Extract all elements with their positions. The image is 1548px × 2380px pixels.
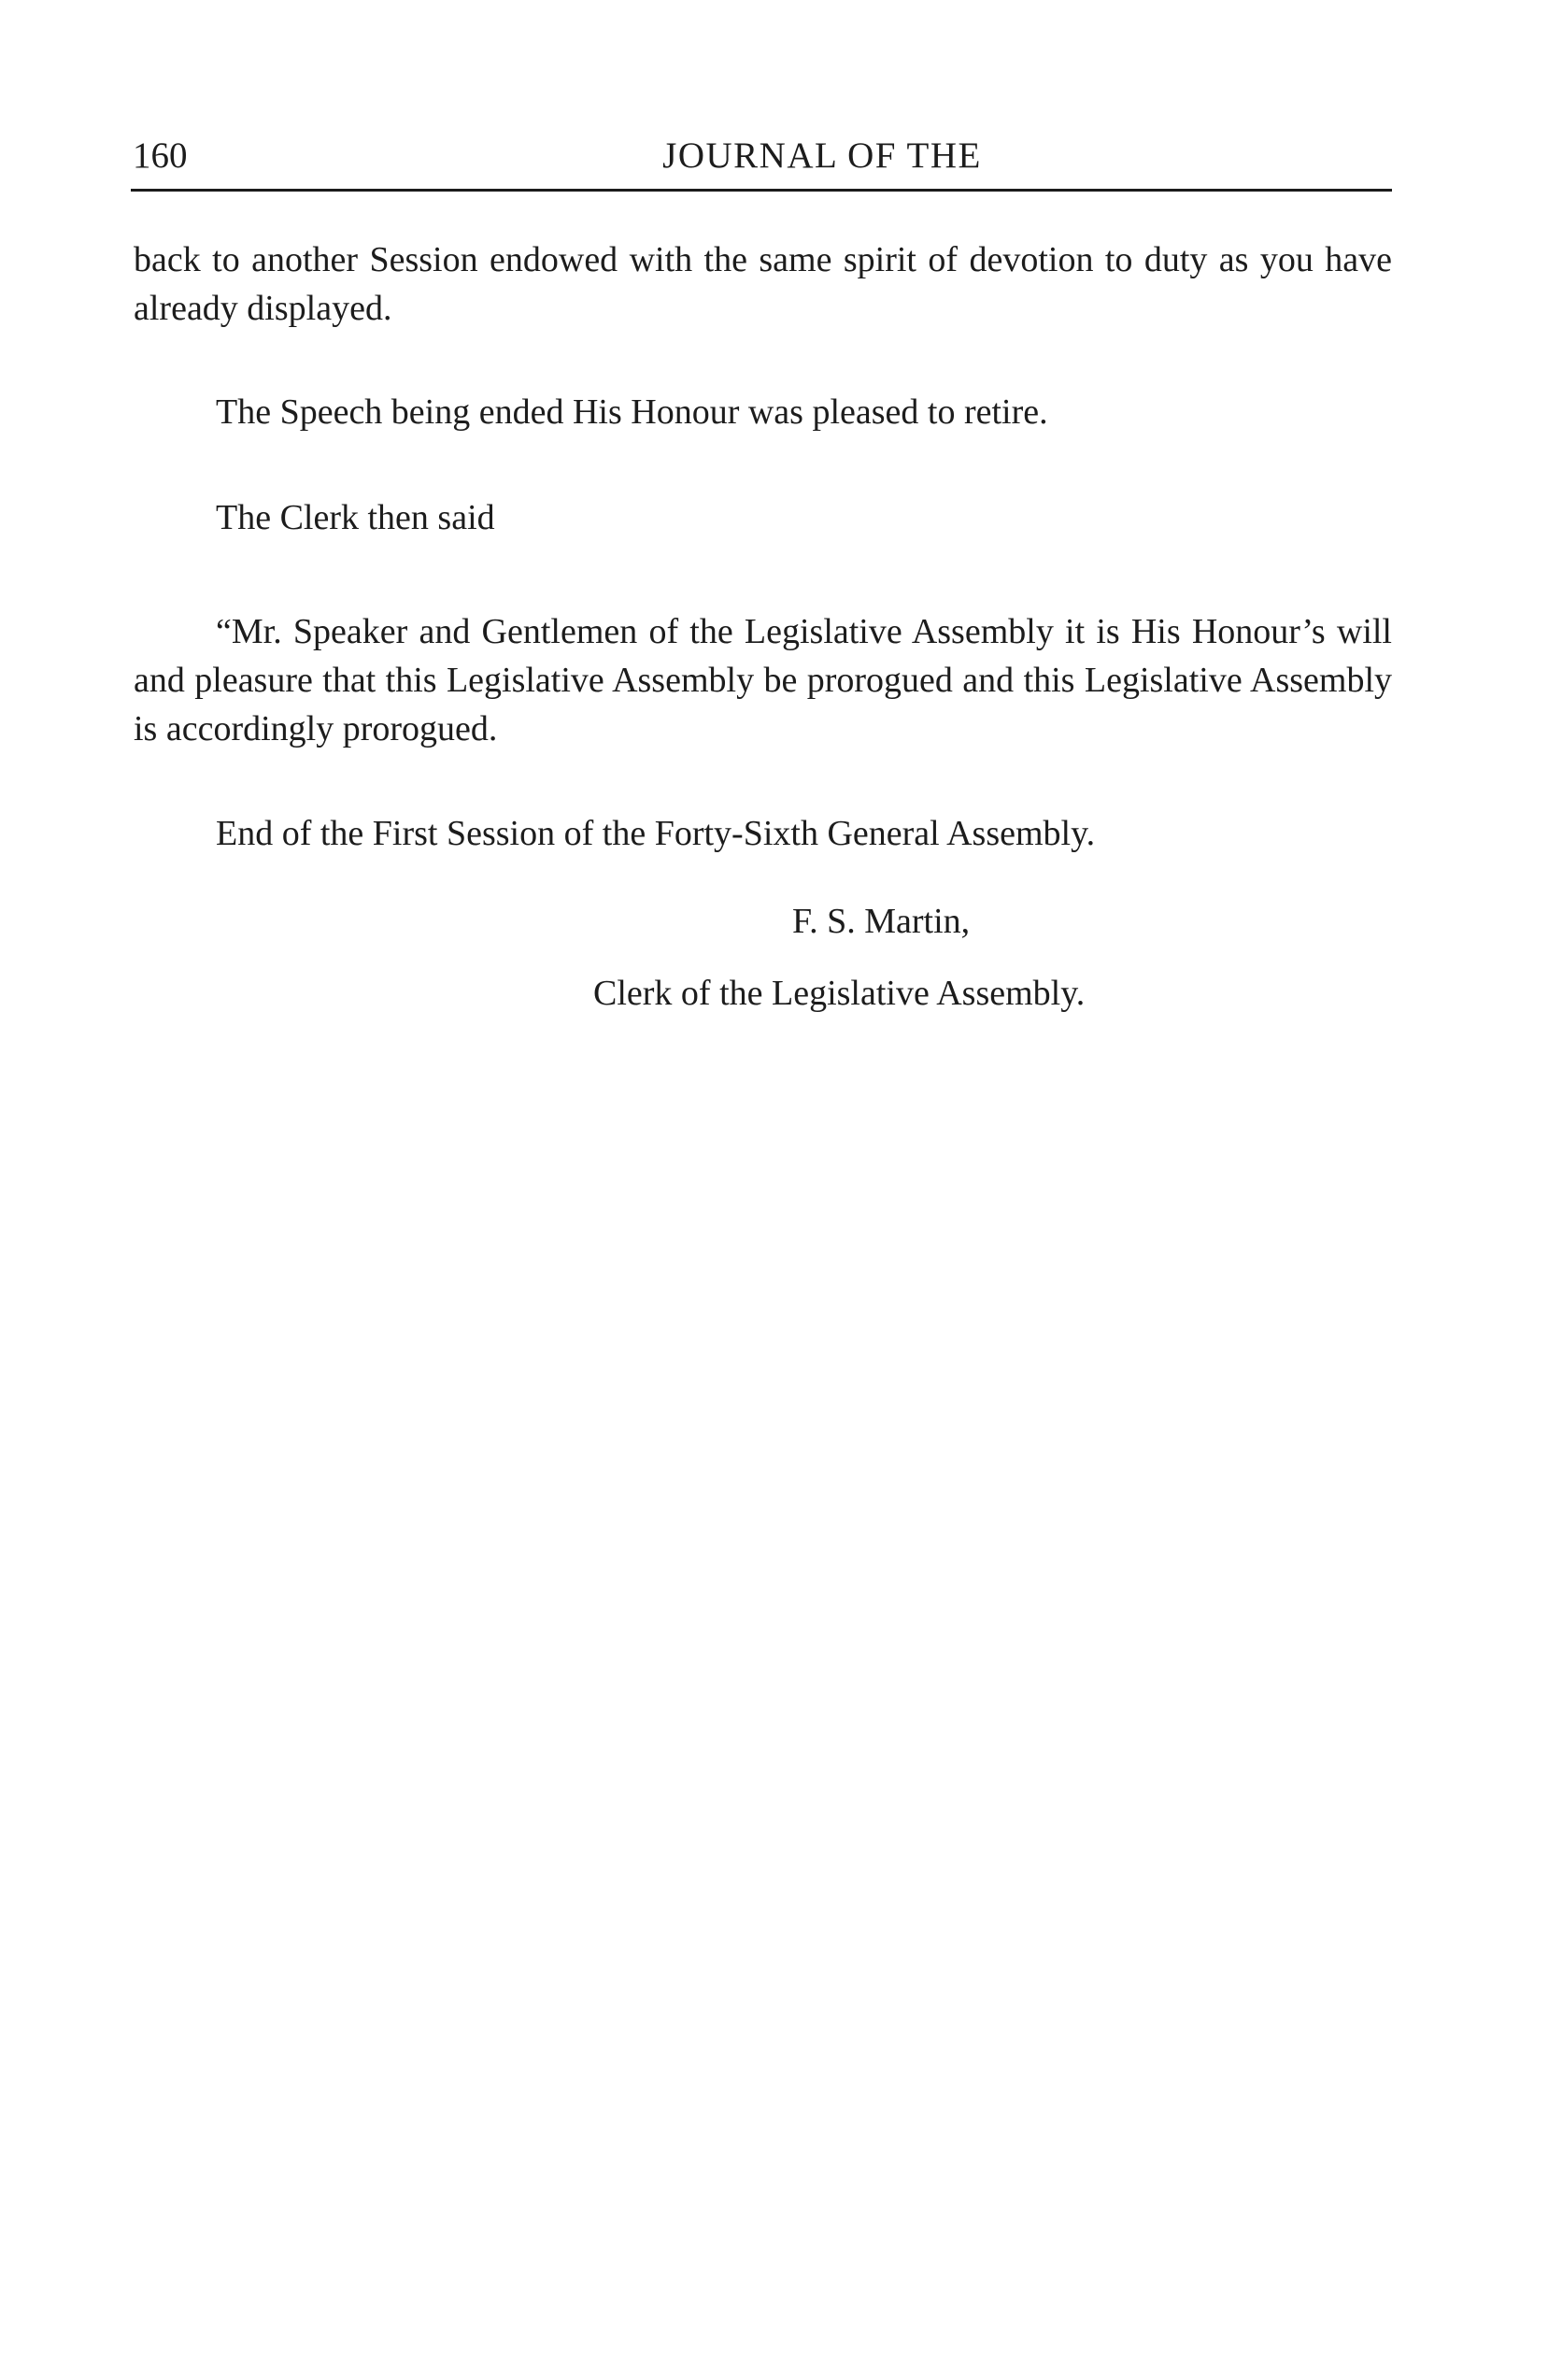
signature-title: Clerk of the Legislative Assembly. bbox=[593, 974, 1086, 1013]
signature-name: F. S. Martin, bbox=[792, 902, 971, 941]
page-header bbox=[131, 131, 1392, 192]
continuation-paragraph: back to another Session endowed with the same spirit of devotion to duty as you have already displayed. bbox=[134, 240, 1392, 328]
clerk-said-paragraph: The Clerk then said bbox=[216, 498, 495, 537]
prorogation-paragraph: “Mr. Speaker and Gentlemen of the Legislative Assembly it is His Honour’s will and pleasure that this Legislative Assembly be prorogued and this Legislative Assembly is accordingly prorogued. bbox=[134, 612, 1392, 748]
speech-ended-paragraph: The Speech being ended His Honour was pleased to retire. bbox=[216, 392, 1048, 432]
session-end-paragraph: End of the First Session of the Forty-Sixth General Assembly. bbox=[216, 814, 1096, 853]
running-head: JOURNAL OF THE bbox=[662, 135, 982, 176]
page-number: 160 bbox=[133, 135, 188, 176]
